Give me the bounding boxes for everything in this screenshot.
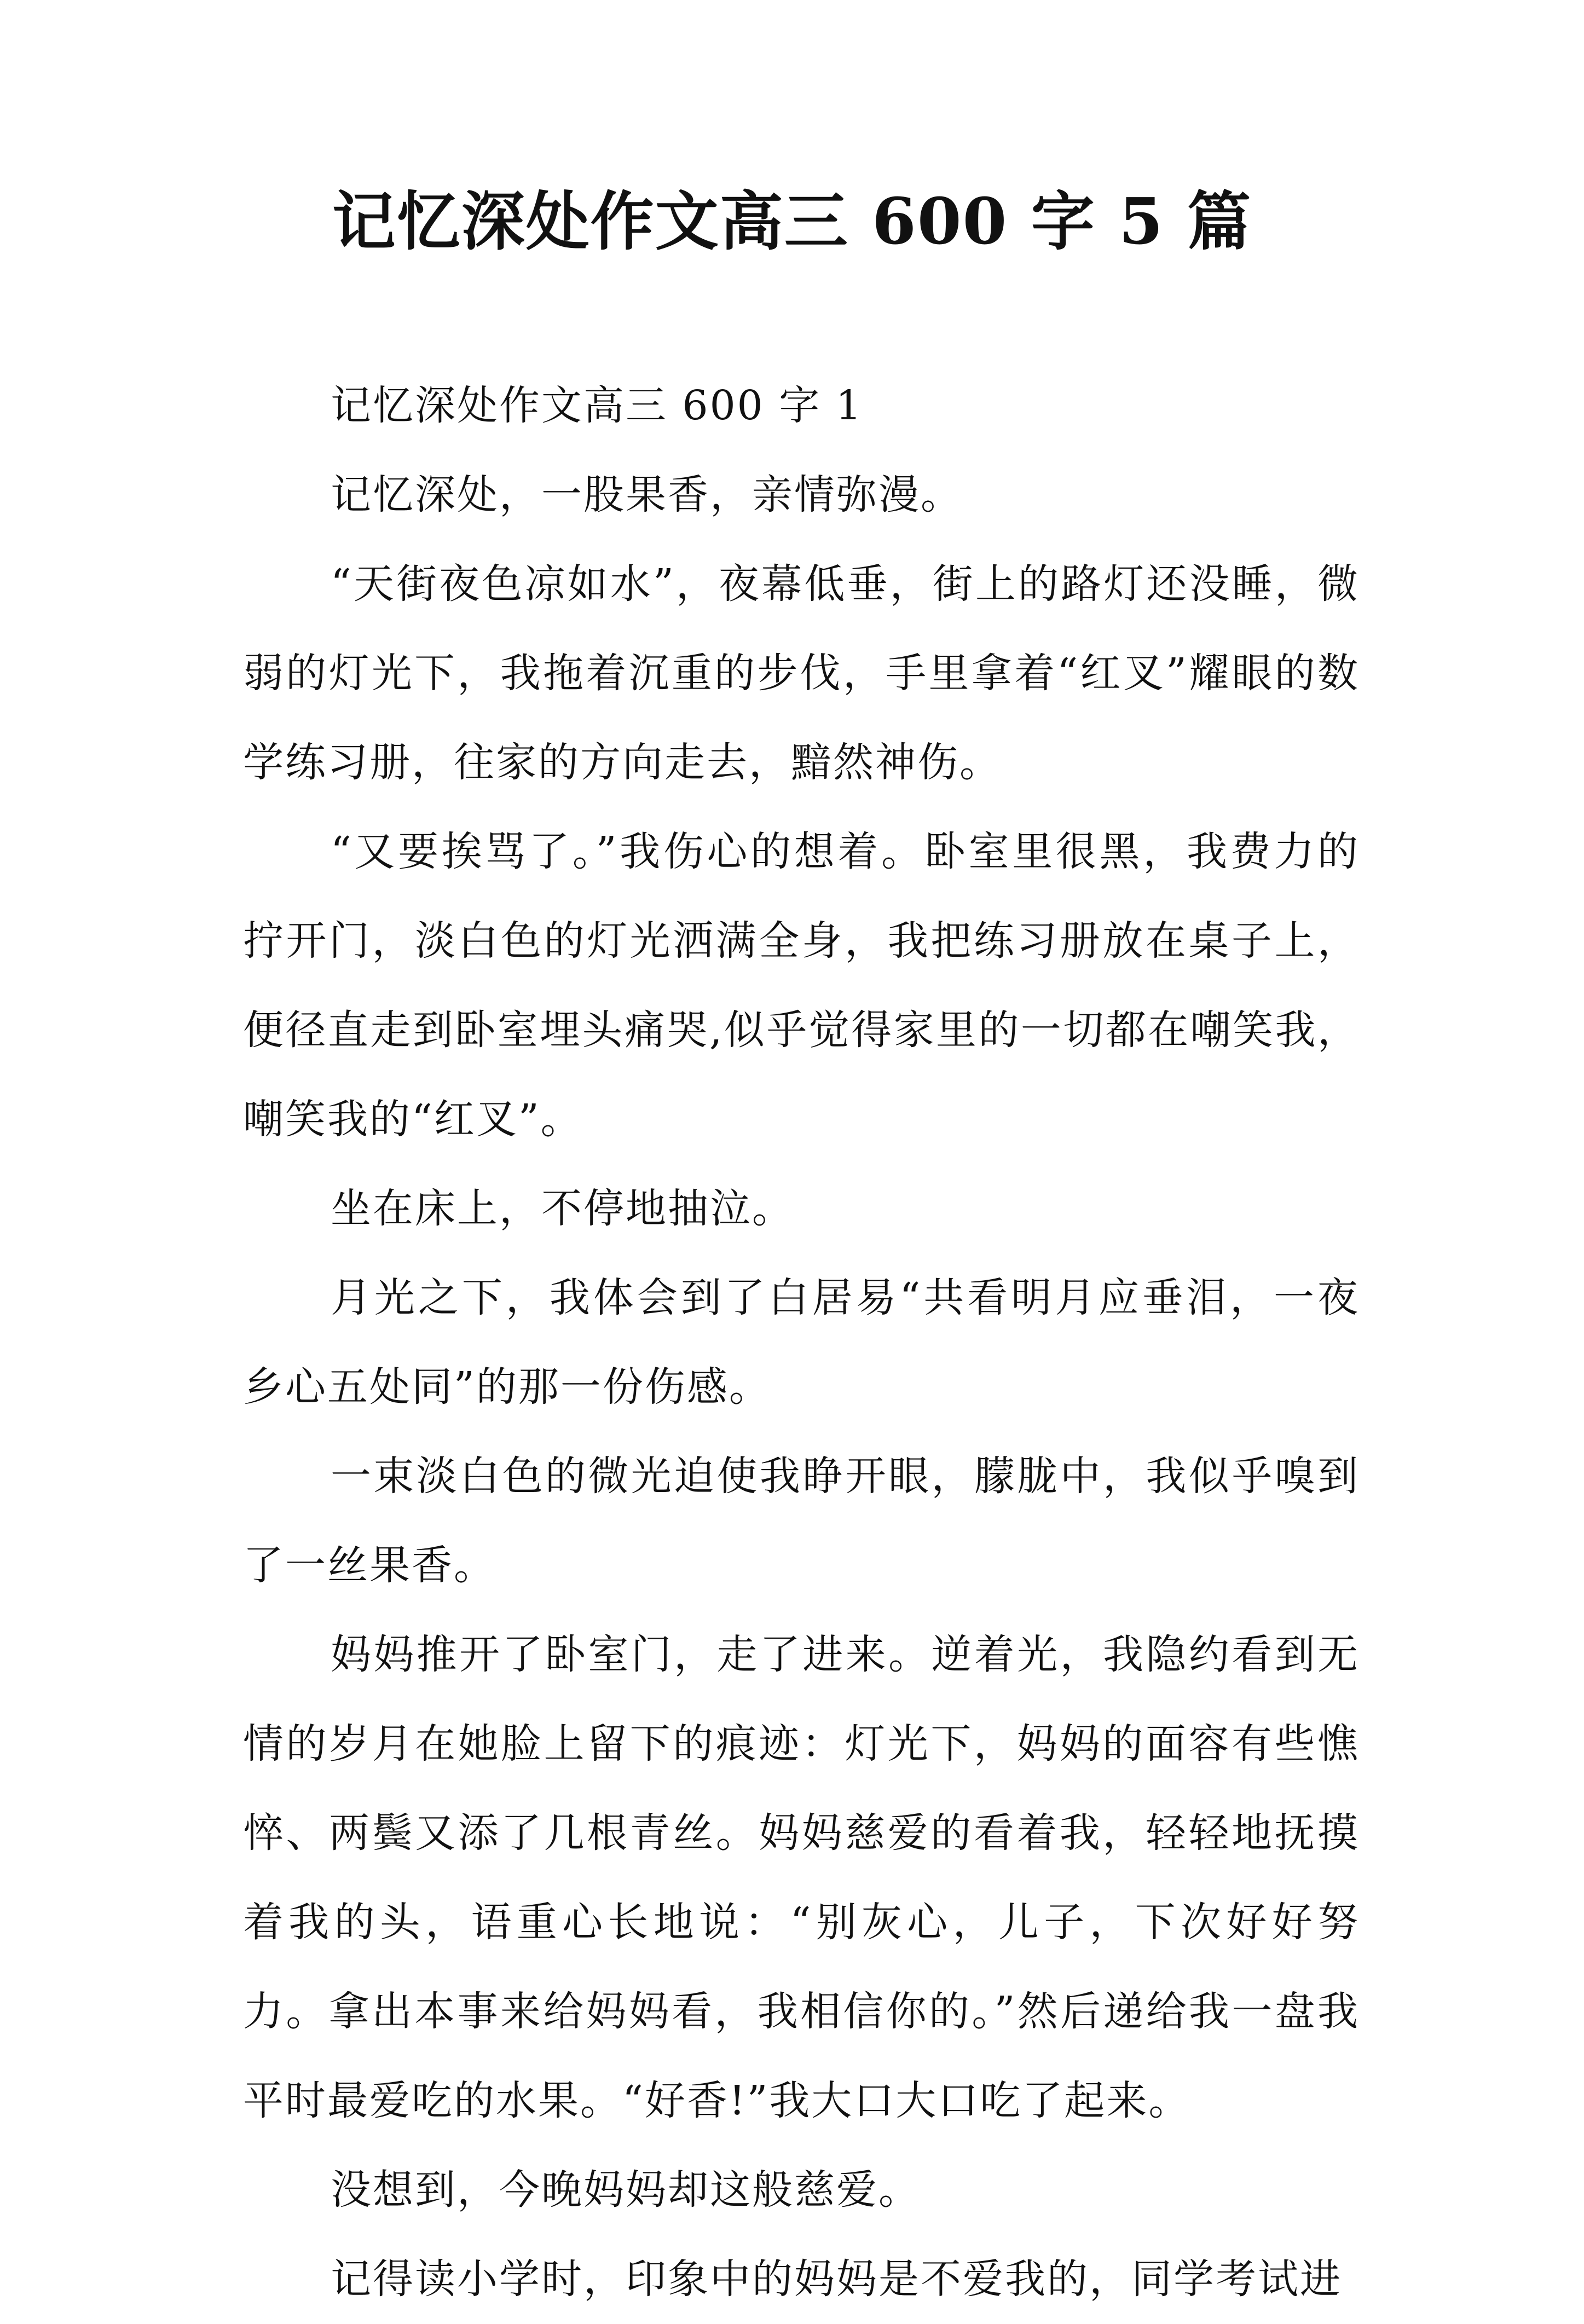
paragraph: “又要挨骂了。”我伤心的想着。卧室里很黑，我费力的拧开门，淡白色的灯光洒满全身，我把练习册放在桌子上，便径直走到卧室埋头痛哭,似乎觉得家里的一切都在嘲笑我，嘲笑我的“红叉”。 [243, 828, 1360, 1143]
paragraph: 记得读小学时，印象中的妈妈是不爱我的，同学考试进 [331, 2256, 1342, 2303]
paragraph: 记忆深处，一股果香，亲情弥漫。 [331, 471, 963, 518]
paragraph: 坐在床上，不停地抽泣。 [331, 1185, 794, 1232]
paragraph: 没想到，今晚妈妈却这般慈爱。 [331, 2166, 921, 2213]
paragraph: 月光之下，我体会到了白居易“共看明月应垂泪，一夜乡心五处同”的那一份伤感。 [243, 1274, 1360, 1410]
paragraph: “天街夜色凉如水”，夜幕低垂，街上的路灯还没睡，微弱的灯光下，我拖着沉重的步伐，手里拿着“红叉”耀眼的数学练习册，往家的方向走去，黯然神伤。 [243, 560, 1360, 786]
document-body [243, 361, 1360, 2324]
paragraph: 一束淡白色的微光迫使我睁开眼，朦胧中，我似乎嗅到了一丝果香。 [243, 1453, 1360, 1589]
paragraph: 妈妈推开了卧室门，走了进来。逆着光，我隐约看到无情的岁月在她脸上留下的痕迹：灯光下，妈妈的面容有些憔悴、两鬓又添了几根青丝。妈妈慈爱的看着我，轻轻地抚摸着我的头，语重心长地说：“别灰心，儿子，下次好好努力。拿出本事来给妈妈看，我相信你的。”然后递给我一盘我平时最爱吃的水果。“好香!”我大口大口吃了起来。 [243, 1631, 1360, 2124]
paragraph-heading: 记忆深处作文高三 600 字 1 [331, 382, 863, 429]
document-title: 记忆深处作文高三 600 字 5 篇 [332, 184, 1252, 259]
